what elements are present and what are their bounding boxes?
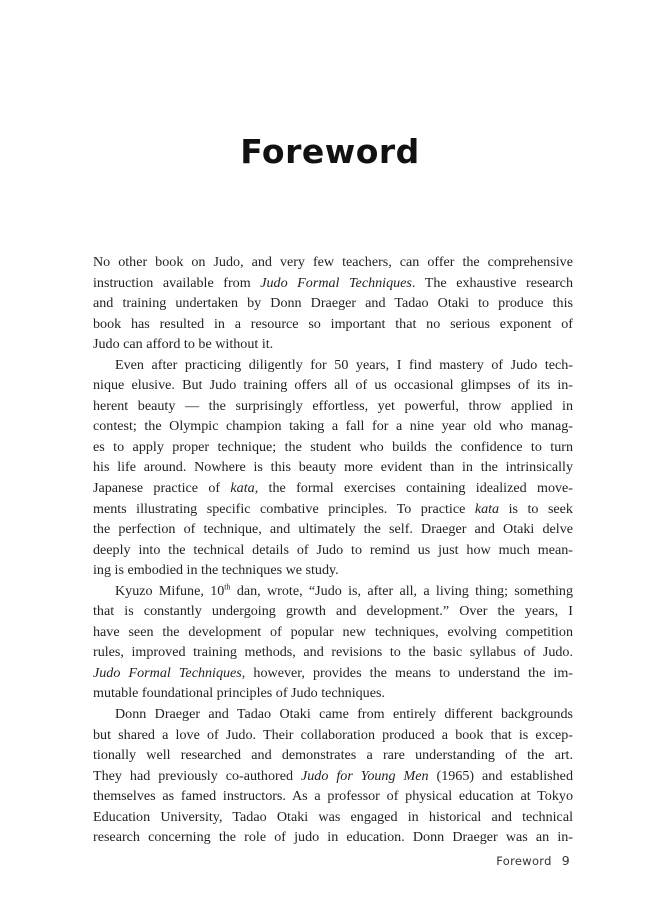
footer-section-title: Foreword — [496, 854, 552, 868]
text-line: ing is embodied in the techniques we study. — [93, 562, 339, 579]
text-line: that is constantly undergoing growth and development.” Over the years, I — [93, 603, 573, 620]
text-line: his life around. Nowhere is this beauty more evident than in the intrinsically — [93, 459, 573, 476]
text-line: instruction available from Judo Formal Techniques. The exhaustive research — [93, 274, 573, 291]
paragraph-2 — [93, 355, 573, 581]
text-line: book has resulted in a resource so important that no serious exponent of — [93, 315, 573, 332]
text-line: rules, improved training methods, and revisions to the basic syllabus of Judo. — [93, 644, 573, 661]
text-line: research concerning the role of judo in education. Donn Draeger was an in- — [93, 829, 573, 846]
text-line: Even after practicing diligently for 50 years, I find mastery of Judo tech- — [115, 356, 573, 373]
text-line: and training undertaken by Donn Draeger and Tadao Otaki to produce this — [93, 295, 573, 312]
text-line: tionally well researched and demonstrates a rare understanding of the art. — [93, 747, 573, 764]
text-line: es to apply proper technique; the student who builds the confidence to turn — [93, 438, 573, 455]
text-line: deeply into the technical details of Judo to remind us just how much mean- — [93, 541, 573, 558]
text-line: mutable foundational principles of Judo techniques. — [93, 685, 385, 702]
paragraph-3 — [93, 581, 573, 704]
text-line: ments illustrating specific combative principles. To practice kata is to seek — [93, 500, 573, 517]
text-line: Donn Draeger and Tadao Otaki came from entirely different backgrounds — [115, 706, 573, 723]
foreword-body — [93, 252, 573, 848]
text-line: Japanese practice of kata, the formal exercises containing idealized move- — [93, 480, 573, 497]
paragraph-1 — [93, 252, 573, 355]
paragraph-4 — [93, 704, 573, 848]
text-line: contest; the Olympic champion taking a fall for a nine year old who manag- — [93, 418, 573, 435]
text-line: themselves as famed instructors. As a professor of physical education at Tokyo — [93, 788, 573, 805]
text-line: Judo can afford to be without it. — [93, 336, 274, 353]
text-line: They had previously co-authored Judo for Young Men (1965) and established — [93, 767, 573, 784]
text-line: the perfection of technique, and ultimately the self. Draeger and Otaki delve — [93, 521, 573, 538]
text-line: Judo Formal Techniques, however, provides the means to understand the im- — [93, 664, 574, 681]
page-title: Foreword — [240, 132, 420, 171]
text-line: herent beauty — the surprisingly effortless, yet powerful, throw applied in — [93, 397, 573, 414]
text-line: nique elusive. But Judo training offers all of us occasional glimpses of its in- — [93, 377, 573, 394]
text-line: Education University, Tadao Otaki was engaged in historical and technical — [93, 808, 573, 825]
text-line: Kyuzo Mifune, 10th dan, wrote, “Judo is, after all, a living thing; something — [115, 582, 574, 599]
page-footer — [496, 853, 570, 868]
text-line: have seen the development of popular new techniques, evolving competition — [93, 623, 573, 640]
text-line: but shared a love of Judo. Their collaboration produced a book that is excep- — [93, 726, 573, 743]
page-number: 9 — [561, 853, 570, 868]
text-line: No other book on Judo, and very few teachers, can offer the comprehensive — [93, 254, 573, 270]
